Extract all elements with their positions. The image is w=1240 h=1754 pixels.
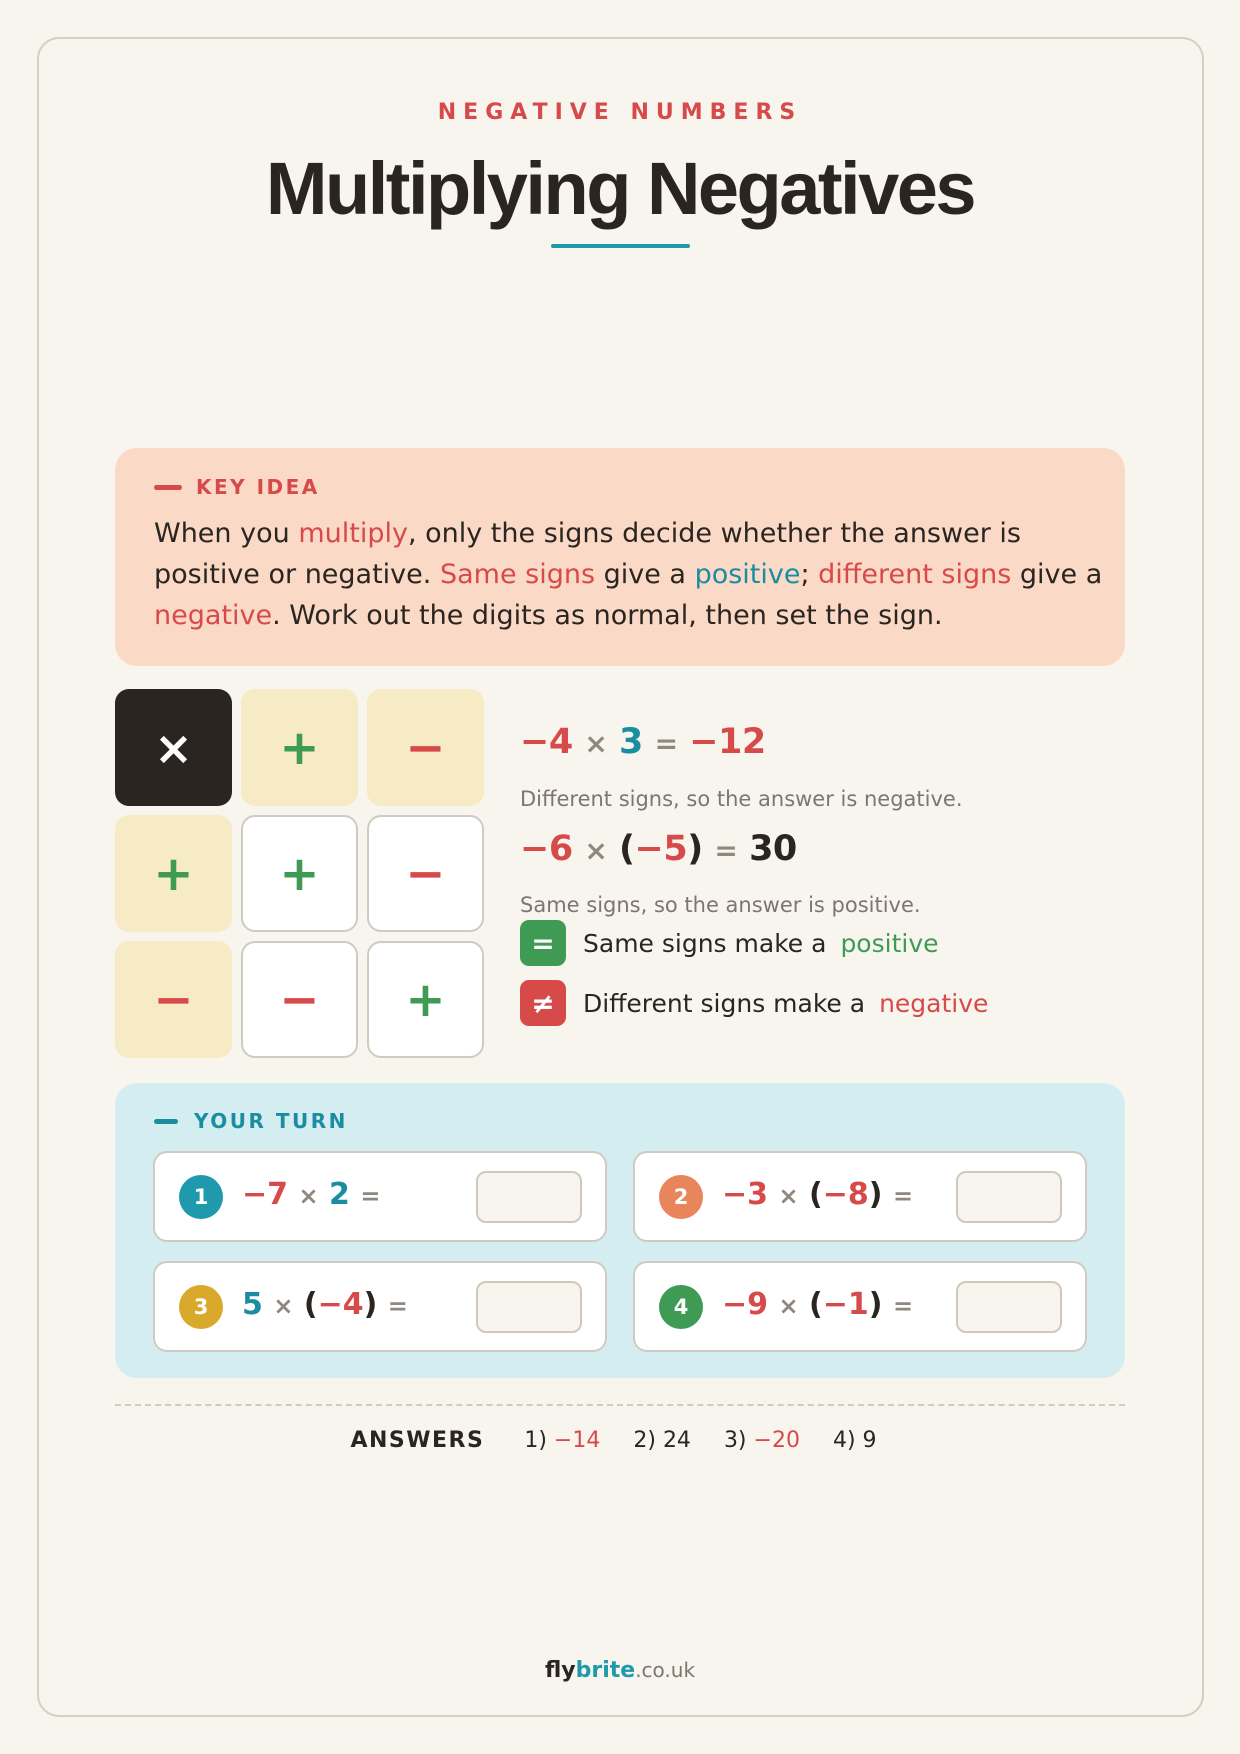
answer-value: 24 — [662, 1428, 691, 1453]
key-text-part: ; — [800, 559, 819, 590]
open-paren: ( — [809, 1177, 823, 1212]
rule-text: Same signs make a — [583, 928, 827, 958]
example-term: −4 — [520, 722, 573, 762]
key-text-positive: positive — [694, 559, 801, 590]
grid-col-head-plus: + — [241, 689, 358, 806]
grid-col-head-minus: − — [367, 689, 484, 806]
answers-divider — [115, 1404, 1125, 1406]
answer-item-2 — [633, 1428, 691, 1453]
answer-prefix: 1) — [524, 1428, 554, 1453]
answer-value: −20 — [753, 1428, 800, 1453]
grid-row-head-minus: − — [115, 941, 232, 1058]
key-text-same-signs: Same signs — [439, 559, 596, 590]
brand-domain: .co.uk — [635, 1658, 696, 1682]
answer-prefix: 2) — [633, 1428, 663, 1453]
title-underline — [551, 244, 690, 248]
grid-cell-minus-minus: + — [367, 941, 484, 1058]
times-sign: × — [298, 1182, 319, 1210]
brand-brite: brite — [575, 1658, 636, 1683]
key-text-part: , only the signs decide whether the answer is positive or negative. — [154, 518, 1021, 590]
question-expression — [242, 1177, 380, 1212]
rule-value-positive: positive — [840, 928, 939, 958]
grid-cell-plus-plus: + — [241, 815, 358, 932]
grid-row-head-plus: + — [115, 815, 232, 932]
key-idea-label: KEY IDEA — [196, 475, 320, 499]
open-paren: ( — [809, 1287, 823, 1322]
question-term: −9 — [722, 1287, 769, 1322]
topic-eyebrow: NEGATIVE NUMBERS — [437, 100, 803, 125]
key-text-part: give a — [595, 559, 695, 590]
close-paren: ) — [687, 829, 703, 869]
equals-sign: = — [654, 727, 678, 760]
times-sign: × — [584, 834, 608, 867]
question-number-badge: 3 — [179, 1285, 223, 1329]
equals-sign: = — [892, 1182, 914, 1210]
question-term: −3 — [722, 1177, 769, 1212]
example-result: 30 — [749, 829, 797, 869]
grid-cell-plus-minus: − — [367, 815, 484, 932]
key-idea-heading — [154, 475, 320, 499]
close-paren: ) — [363, 1287, 378, 1322]
rule-text: Different signs make a — [583, 988, 866, 1018]
your-turn-bar-icon — [154, 1119, 178, 1124]
answers-row — [0, 1428, 1240, 1453]
answer-value: 9 — [862, 1428, 877, 1453]
answer-input-2[interactable] — [956, 1171, 1062, 1223]
times-sign: × — [584, 727, 608, 760]
question-card-1 — [153, 1151, 607, 1242]
question-card-3 — [153, 1261, 607, 1352]
question-expression — [722, 1177, 913, 1212]
equals-icon: = — [520, 920, 566, 966]
answer-prefix: 4) — [832, 1428, 863, 1453]
rule-same-signs — [520, 920, 939, 966]
answer-item-3 — [724, 1428, 800, 1453]
question-term: −7 — [242, 1177, 289, 1212]
open-paren: ( — [303, 1287, 318, 1322]
rule-value-negative: negative — [879, 988, 989, 1018]
not-equals-icon: ≠ — [520, 980, 566, 1026]
your-turn-label: YOUR TURN — [194, 1109, 348, 1133]
answer-item-4 — [833, 1428, 877, 1453]
example-result: −12 — [689, 722, 766, 762]
footer-brand-link[interactable] — [0, 1658, 1240, 1683]
times-sign: × — [778, 1182, 799, 1210]
answer-item-1 — [524, 1428, 600, 1453]
grid-corner-times-icon: × — [115, 689, 232, 806]
question-term: −1 — [822, 1287, 869, 1322]
equals-sign: = — [892, 1292, 914, 1320]
example-2-equation — [520, 829, 797, 869]
question-number-badge: 2 — [659, 1175, 703, 1219]
question-term: 5 — [242, 1287, 263, 1322]
example-term: −5 — [634, 829, 688, 869]
key-text-multiply: multiply — [298, 518, 408, 549]
rule-different-signs — [520, 980, 988, 1026]
answer-input-1[interactable] — [476, 1171, 582, 1223]
question-term: −8 — [822, 1177, 869, 1212]
question-card-2 — [633, 1151, 1087, 1242]
example-term: 3 — [619, 722, 643, 762]
example-term: −6 — [520, 829, 573, 869]
your-turn-panel — [115, 1083, 1125, 1378]
open-paren: ( — [619, 829, 635, 869]
equals-sign: = — [714, 834, 738, 867]
close-paren: ) — [868, 1177, 883, 1212]
question-number-badge: 4 — [659, 1285, 703, 1329]
key-text-part: When you — [154, 518, 299, 549]
question-expression — [242, 1287, 408, 1322]
key-idea-panel — [115, 448, 1125, 666]
key-text-part: give a — [1011, 559, 1103, 590]
equals-sign: = — [387, 1292, 408, 1320]
answers-label: ANSWERS — [350, 1428, 485, 1453]
page-title: Multiplying Negatives — [265, 147, 975, 230]
answer-value: −14 — [553, 1428, 601, 1453]
question-term: −4 — [317, 1287, 364, 1322]
key-text-different-signs: different signs — [818, 559, 1012, 590]
grid-cell-minus-plus: − — [241, 941, 358, 1058]
answer-input-4[interactable] — [956, 1281, 1062, 1333]
key-idea-bar-icon — [154, 485, 182, 490]
question-card-4 — [633, 1261, 1087, 1352]
close-paren: ) — [868, 1287, 883, 1322]
key-text-part: . Work out the digits as normal, then set the sign. — [272, 600, 943, 631]
question-number-badge: 1 — [179, 1175, 223, 1219]
key-text-negative: negative — [154, 600, 273, 631]
example-2-note: Same signs, so the answer is positive. — [520, 893, 921, 917]
key-idea-text — [154, 513, 1104, 636]
your-turn-heading — [154, 1109, 348, 1133]
answer-input-3[interactable] — [476, 1281, 582, 1333]
example-1-note: Different signs, so the answer is negative. — [520, 787, 963, 811]
times-sign: × — [778, 1292, 799, 1320]
question-term: 2 — [329, 1177, 350, 1212]
times-sign: × — [273, 1292, 294, 1320]
equals-sign: = — [360, 1182, 381, 1210]
example-1-equation — [520, 722, 766, 762]
answer-prefix: 3) — [723, 1428, 754, 1453]
brand-fly: fly — [544, 1658, 576, 1683]
question-expression — [722, 1287, 913, 1322]
